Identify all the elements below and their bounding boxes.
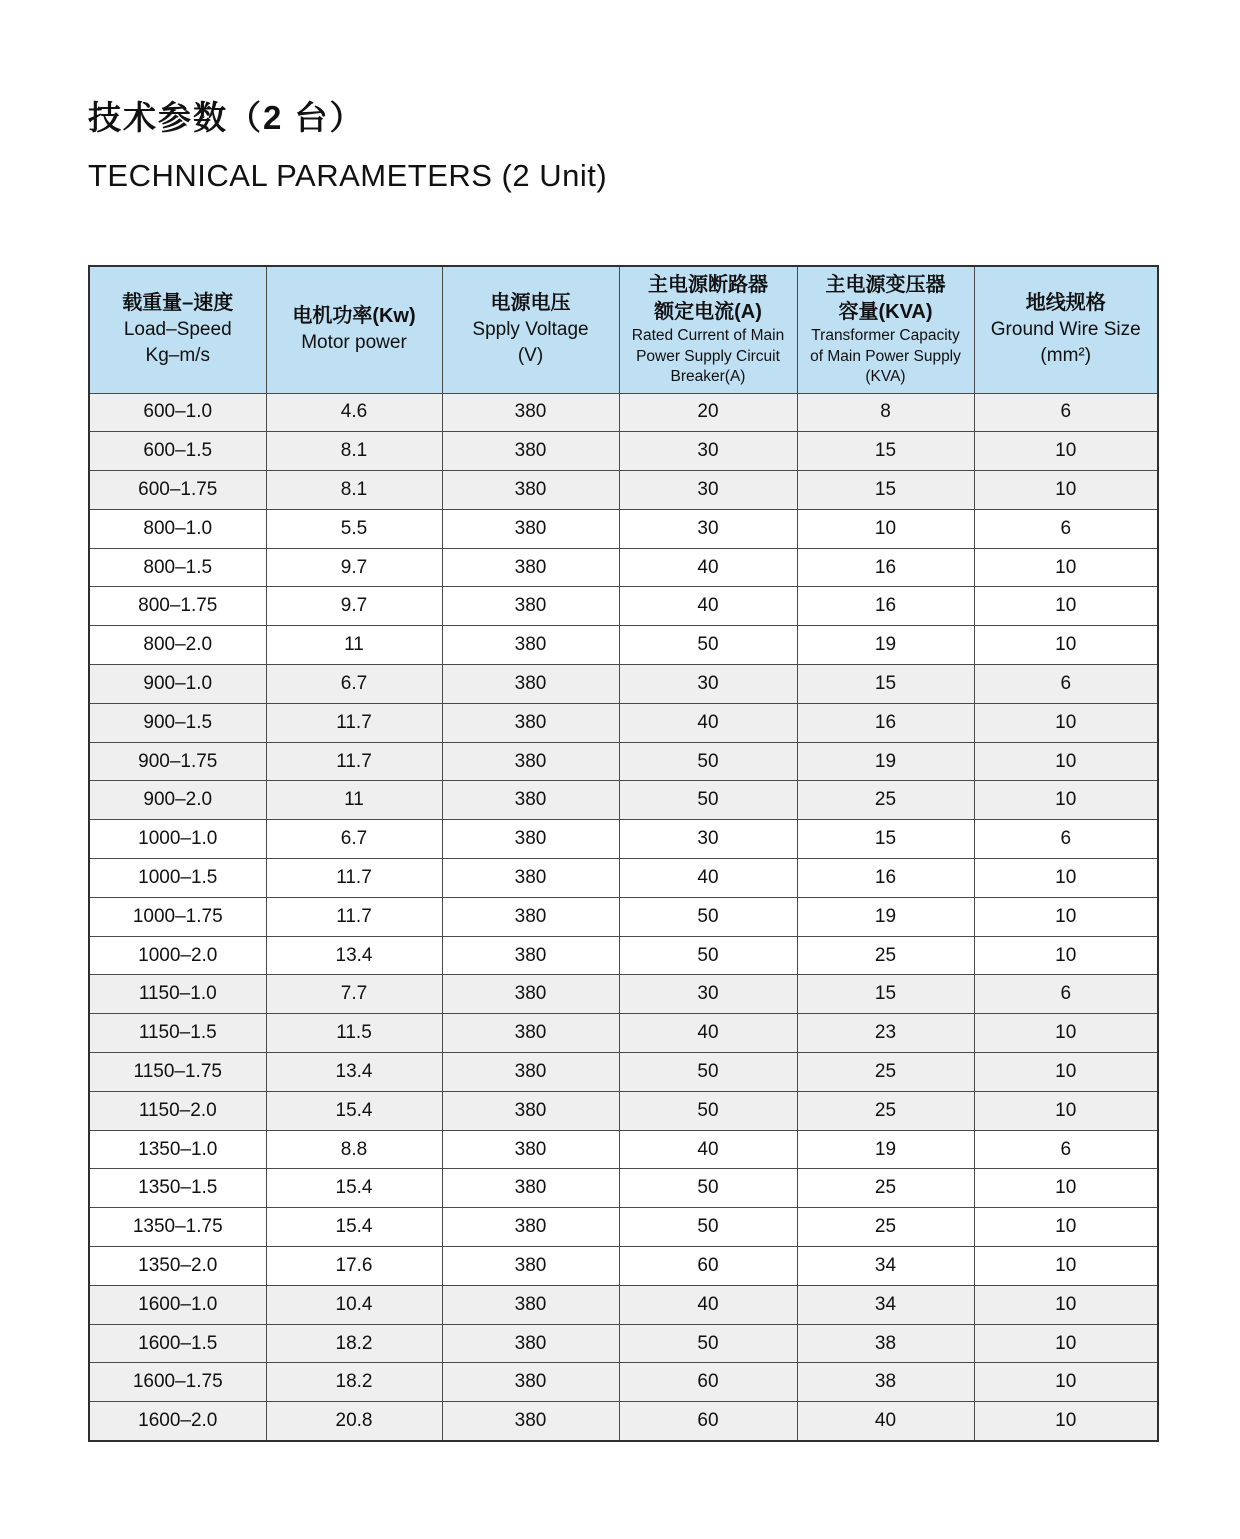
table-row: [89, 1324, 1158, 1363]
table-cell: 13.4: [266, 936, 442, 975]
table-cell: 20: [619, 393, 797, 432]
table-cell: 10: [974, 548, 1158, 587]
table-cell: 10: [974, 432, 1158, 471]
table-cell: 900–1.75: [89, 742, 266, 781]
table-cell: 15: [797, 975, 974, 1014]
table-cell: 11: [266, 781, 442, 820]
table-cell: 380: [442, 432, 619, 471]
table-cell: 1600–1.5: [89, 1324, 266, 1363]
table-cell: 1600–1.75: [89, 1363, 266, 1402]
table-cell: 380: [442, 1169, 619, 1208]
table-cell: 19: [797, 1130, 974, 1169]
table-row: [89, 1130, 1158, 1169]
header-en-line: Power Supply Circuit: [636, 347, 780, 365]
table-cell: 9.7: [266, 548, 442, 587]
table-cell: 15: [797, 665, 974, 704]
table-cell: 34: [797, 1247, 974, 1286]
table-row: [89, 1363, 1158, 1402]
header-zh-line: 电源电压: [490, 292, 571, 315]
table-cell: 10: [974, 1091, 1158, 1130]
table-cell: 6: [974, 975, 1158, 1014]
header-en-line: Kg–m/s: [145, 345, 210, 367]
table-cell: 380: [442, 471, 619, 510]
table-cell: 11: [266, 626, 442, 665]
column-header-motor-power: [266, 266, 442, 393]
table-row: [89, 820, 1158, 859]
table-cell: 6: [974, 393, 1158, 432]
table-row: [89, 509, 1158, 548]
table-row: [89, 1091, 1158, 1130]
column-header-load-speed: [89, 266, 266, 393]
table-cell: 800–2.0: [89, 626, 266, 665]
table-cell: 10: [974, 742, 1158, 781]
header-en-line: (mm²): [1040, 345, 1092, 367]
table-cell: 600–1.5: [89, 432, 266, 471]
column-header-breaker-current: [619, 266, 797, 393]
header-zh-line: 额定电流(A): [654, 301, 762, 323]
table-cell: 16: [797, 548, 974, 587]
table-cell: 1350–1.75: [89, 1208, 266, 1247]
table-cell: 50: [619, 626, 797, 665]
table-cell: 19: [797, 742, 974, 781]
table-cell: 25: [797, 936, 974, 975]
header-en-line: of Main Power Supply: [810, 347, 961, 365]
table-cell: 9.7: [266, 587, 442, 626]
table-cell: 50: [619, 1324, 797, 1363]
table-cell: 10: [974, 703, 1158, 742]
table-cell: 10: [974, 1014, 1158, 1053]
table-cell: 50: [619, 1091, 797, 1130]
table-cell: 380: [442, 665, 619, 704]
table-cell: 380: [442, 626, 619, 665]
table-cell: 380: [442, 820, 619, 859]
table-cell: 15: [797, 820, 974, 859]
table-cell: 34: [797, 1285, 974, 1324]
header-en-line: Load–Speed: [123, 319, 232, 341]
table-cell: 8.8: [266, 1130, 442, 1169]
table-cell: 40: [619, 548, 797, 587]
table-cell: 380: [442, 1324, 619, 1363]
header-zh-line: 主电源变压器: [825, 274, 946, 296]
table-cell: 1150–1.5: [89, 1014, 266, 1053]
table-row: [89, 587, 1158, 626]
table-cell: 1150–2.0: [89, 1091, 266, 1130]
table-row: [89, 471, 1158, 510]
table-cell: 11.7: [266, 703, 442, 742]
table-cell: 380: [442, 936, 619, 975]
table-cell: 380: [442, 1208, 619, 1247]
table-cell: 10: [974, 1208, 1158, 1247]
table-cell: 380: [442, 781, 619, 820]
table-cell: 50: [619, 742, 797, 781]
table-cell: 40: [619, 587, 797, 626]
parameter-table-body: [89, 393, 1158, 1441]
table-cell: 380: [442, 1402, 619, 1441]
table-cell: 25: [797, 781, 974, 820]
table-cell: 10: [974, 859, 1158, 898]
table-cell: 38: [797, 1363, 974, 1402]
header-en-line: (KVA): [865, 368, 906, 385]
table-cell: 800–1.0: [89, 509, 266, 548]
column-header-supply-voltage: [442, 266, 619, 393]
table-cell: 1600–1.0: [89, 1285, 266, 1324]
table-cell: 30: [619, 665, 797, 704]
header-en-line: Motor power: [301, 332, 407, 354]
table-cell: 40: [619, 703, 797, 742]
table-header-row: [89, 266, 1158, 393]
table-cell: 25: [797, 1091, 974, 1130]
table-cell: 30: [619, 509, 797, 548]
table-cell: 7.7: [266, 975, 442, 1014]
table-cell: 380: [442, 1363, 619, 1402]
table-cell: 380: [442, 703, 619, 742]
table-cell: 6: [974, 509, 1158, 548]
table-cell: 8: [797, 393, 974, 432]
table-cell: 4.6: [266, 393, 442, 432]
table-cell: 8.1: [266, 432, 442, 471]
table-row: [89, 703, 1158, 742]
table-cell: 10: [974, 781, 1158, 820]
table-cell: 10: [974, 1324, 1158, 1363]
table-cell: 15: [797, 471, 974, 510]
table-cell: 50: [619, 1208, 797, 1247]
table-cell: 20.8: [266, 1402, 442, 1441]
table-row: [89, 548, 1158, 587]
table-row: [89, 1208, 1158, 1247]
table-cell: 380: [442, 1247, 619, 1286]
table-cell: 5.5: [266, 509, 442, 548]
table-cell: 40: [619, 1285, 797, 1324]
table-cell: 380: [442, 897, 619, 936]
table-cell: 6: [974, 1130, 1158, 1169]
table-row: [89, 1247, 1158, 1286]
table-cell: 60: [619, 1363, 797, 1402]
table-row: [89, 742, 1158, 781]
table-cell: 380: [442, 859, 619, 898]
table-cell: 40: [619, 859, 797, 898]
column-header-ground-wire-size: [974, 266, 1158, 393]
table-cell: 8.1: [266, 471, 442, 510]
header-en-line: Transformer Capacity: [811, 327, 960, 344]
table-cell: 18.2: [266, 1363, 442, 1402]
table-row: [89, 1169, 1158, 1208]
table-cell: 11.7: [266, 897, 442, 936]
technical-parameters-table-container: [88, 265, 1157, 1442]
table-cell: 38: [797, 1324, 974, 1363]
table-cell: 30: [619, 471, 797, 510]
table-cell: 17.6: [266, 1247, 442, 1286]
table-cell: 18.2: [266, 1324, 442, 1363]
table-cell: 11.5: [266, 1014, 442, 1053]
table-cell: 10: [974, 1053, 1158, 1092]
table-cell: 380: [442, 1053, 619, 1092]
header-zh-line: 主电源断路器: [648, 274, 768, 296]
table-cell: 380: [442, 742, 619, 781]
table-cell: 380: [442, 1014, 619, 1053]
table-row: [89, 1285, 1158, 1324]
table-cell: 900–1.5: [89, 703, 266, 742]
page-title-english: TECHNICAL PARAMETERS (2 Unit): [88, 157, 608, 193]
table-cell: 50: [619, 936, 797, 975]
table-cell: 13.4: [266, 1053, 442, 1092]
table-cell: 6: [974, 665, 1158, 704]
table-cell: 40: [619, 1014, 797, 1053]
table-cell: 1350–1.0: [89, 1130, 266, 1169]
table-cell: 16: [797, 703, 974, 742]
table-cell: 1150–1.0: [89, 975, 266, 1014]
table-cell: 25: [797, 1208, 974, 1247]
table-cell: 15.4: [266, 1208, 442, 1247]
header-en-line: Spply Voltage: [472, 319, 589, 341]
table-cell: 1350–1.5: [89, 1169, 266, 1208]
column-header-transformer-capacity: [797, 266, 974, 393]
table-cell: 1000–1.5: [89, 859, 266, 898]
header-zh-line: 载重量–速度: [122, 292, 234, 315]
table-cell: 10: [974, 1363, 1158, 1402]
table-cell: 10.4: [266, 1285, 442, 1324]
table-cell: 380: [442, 509, 619, 548]
table-cell: 50: [619, 781, 797, 820]
table-cell: 10: [974, 1285, 1158, 1324]
table-cell: 16: [797, 587, 974, 626]
table-cell: 15: [797, 432, 974, 471]
table-cell: 40: [619, 1130, 797, 1169]
table-cell: 380: [442, 975, 619, 1014]
table-cell: 30: [619, 432, 797, 471]
table-cell: 19: [797, 897, 974, 936]
table-cell: 60: [619, 1247, 797, 1286]
header-en-line: (V): [517, 345, 544, 367]
table-cell: 16: [797, 859, 974, 898]
table-cell: 50: [619, 1169, 797, 1208]
table-cell: 1600–2.0: [89, 1402, 266, 1441]
header-zh-line: 电机功率(Kw): [292, 305, 416, 328]
table-cell: 10: [974, 587, 1158, 626]
table-cell: 800–1.75: [89, 587, 266, 626]
table-cell: 19: [797, 626, 974, 665]
table-cell: 10: [974, 1402, 1158, 1441]
header-en-line: Rated Current of Main: [631, 327, 785, 344]
table-cell: 900–2.0: [89, 781, 266, 820]
table-cell: 30: [619, 975, 797, 1014]
table-cell: 10: [974, 936, 1158, 975]
table-row: [89, 1402, 1158, 1441]
table-cell: 10: [797, 509, 974, 548]
table-cell: 1000–1.0: [89, 820, 266, 859]
header-en-line: Ground Wire Size: [990, 319, 1141, 341]
header-en-line: Breaker(A): [670, 368, 746, 385]
table-cell: 600–1.75: [89, 471, 266, 510]
table-cell: 10: [974, 471, 1158, 510]
technical-parameters-table: [88, 265, 1159, 1442]
table-cell: 10: [974, 897, 1158, 936]
table-cell: 50: [619, 897, 797, 936]
table-cell: 40: [797, 1402, 974, 1441]
table-cell: 380: [442, 1091, 619, 1130]
table-cell: 25: [797, 1053, 974, 1092]
table-row: [89, 1014, 1158, 1053]
table-row: [89, 781, 1158, 820]
header-zh-line: 地线规格: [1025, 292, 1106, 315]
table-cell: 1350–2.0: [89, 1247, 266, 1286]
table-row: [89, 393, 1158, 432]
table-cell: 10: [974, 1247, 1158, 1286]
table-row: [89, 936, 1158, 975]
table-cell: 10: [974, 1169, 1158, 1208]
table-row: [89, 975, 1158, 1014]
table-row: [89, 859, 1158, 898]
table-cell: 15.4: [266, 1169, 442, 1208]
table-cell: 23: [797, 1014, 974, 1053]
header-zh-line: 容量(KVA): [838, 301, 933, 323]
table-cell: 6.7: [266, 665, 442, 704]
table-row: [89, 1053, 1158, 1092]
table-cell: 11.7: [266, 859, 442, 898]
table-cell: 380: [442, 587, 619, 626]
table-cell: 15.4: [266, 1091, 442, 1130]
table-cell: 10: [974, 626, 1158, 665]
table-row: [89, 626, 1158, 665]
table-cell: 6.7: [266, 820, 442, 859]
table-cell: 1000–1.75: [89, 897, 266, 936]
table-cell: 380: [442, 548, 619, 587]
table-cell: 60: [619, 1402, 797, 1441]
table-cell: 11.7: [266, 742, 442, 781]
table-cell: 6: [974, 820, 1158, 859]
table-cell: 50: [619, 1053, 797, 1092]
table-cell: 1150–1.75: [89, 1053, 266, 1092]
table-cell: 380: [442, 1285, 619, 1324]
table-cell: 25: [797, 1169, 974, 1208]
table-row: [89, 665, 1158, 704]
table-cell: 30: [619, 820, 797, 859]
table-row: [89, 897, 1158, 936]
table-row: [89, 432, 1158, 471]
table-cell: 800–1.5: [89, 548, 266, 587]
table-cell: 380: [442, 1130, 619, 1169]
table-cell: 380: [442, 393, 619, 432]
table-cell: 900–1.0: [89, 665, 266, 704]
page-title-chinese: 技术参数（2 台）: [88, 99, 365, 137]
table-cell: 600–1.0: [89, 393, 266, 432]
table-cell: 1000–2.0: [89, 936, 266, 975]
